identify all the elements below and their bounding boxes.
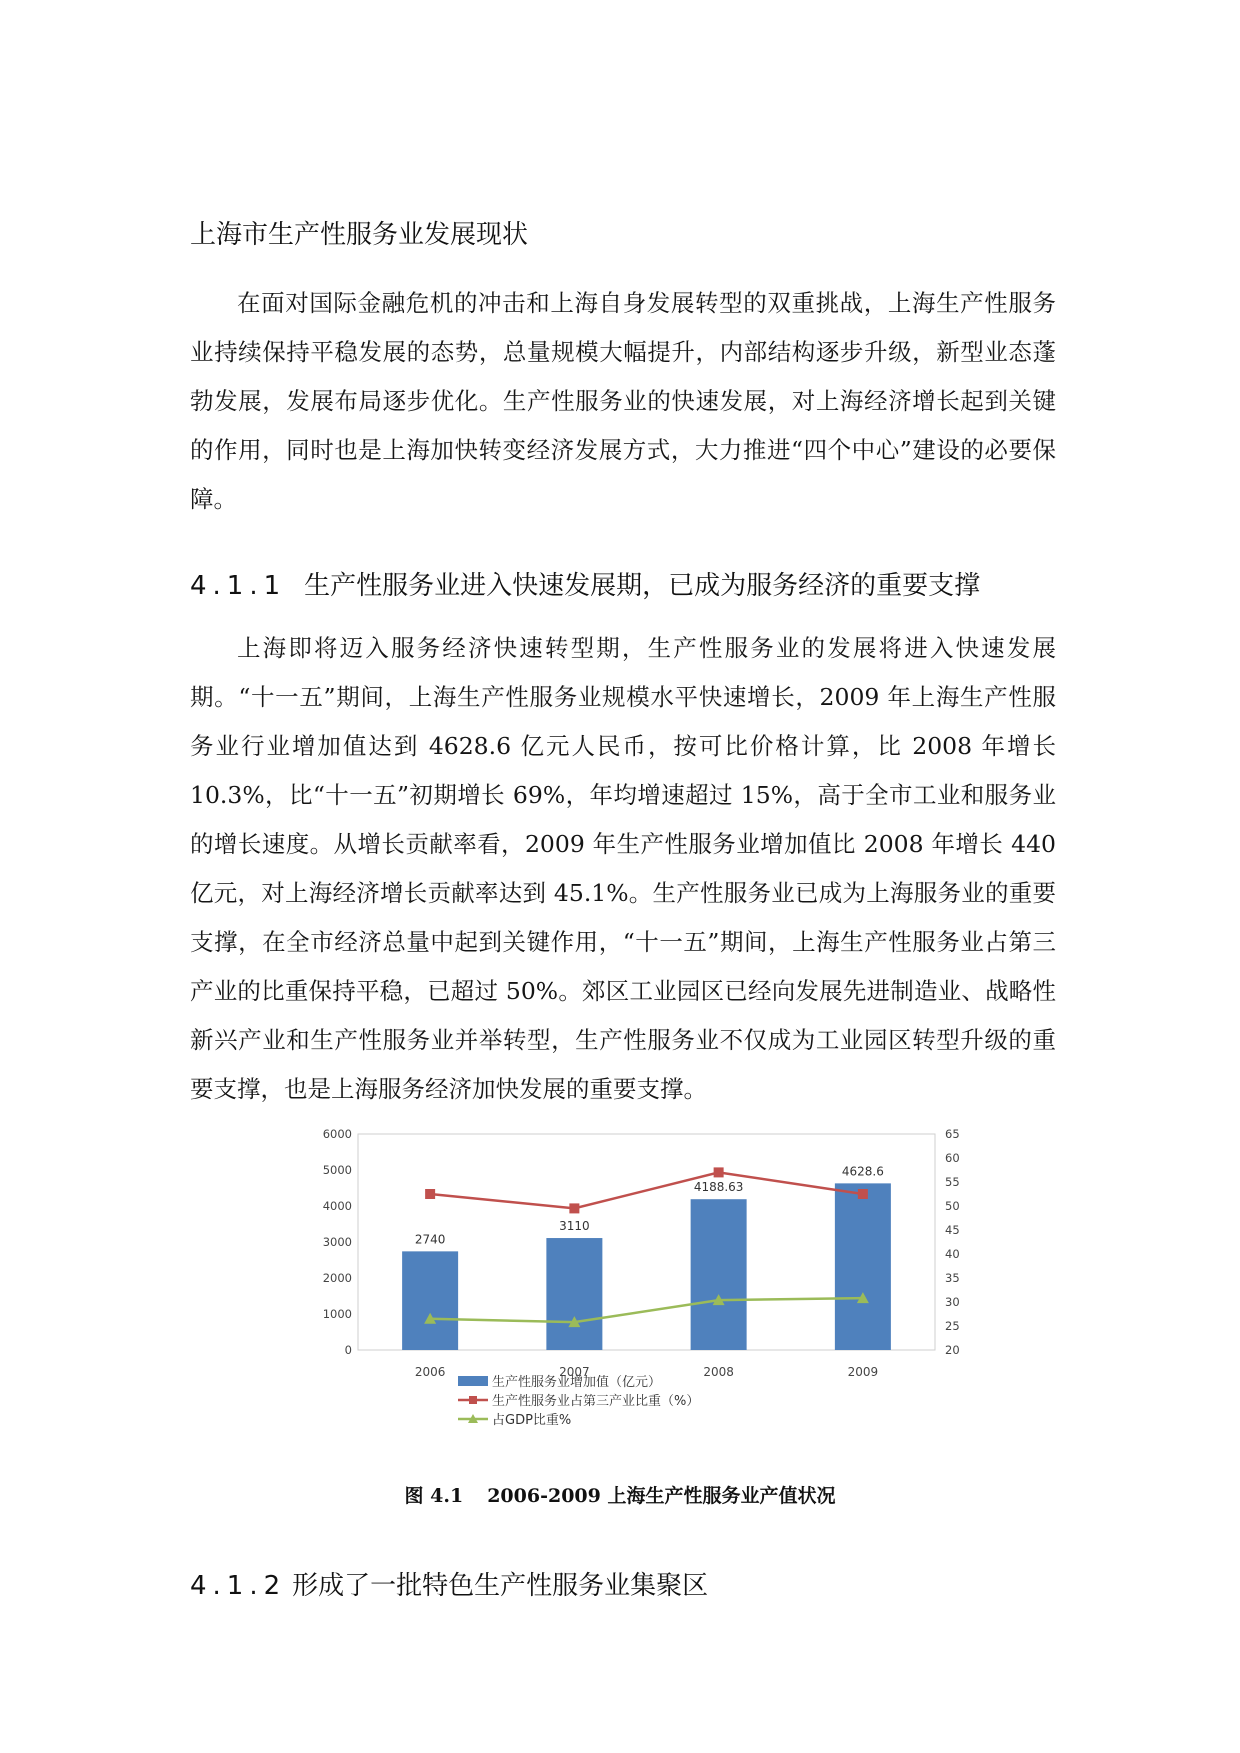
figure-label: 图 4.1 — [404, 1485, 464, 1507]
figure-caption-text: 2006-2009 上海生产性服务业产值状况 — [487, 1485, 836, 1507]
subsection-411-heading — [190, 565, 980, 602]
share-gdp-line — [430, 1298, 863, 1322]
right-axis-tick-label: 50 — [945, 1199, 960, 1213]
left-axis-tick-label: 5000 — [322, 1163, 352, 1177]
bar-data-label: 4188.63 — [693, 1180, 744, 1195]
bar-data-label: 4628.6 — [841, 1164, 884, 1179]
legend-label: 生产性服务业占第三产业比重（%） — [492, 1394, 700, 1409]
subsection-411-number: 4.1.1 — [190, 571, 287, 601]
bar — [546, 1238, 602, 1350]
x-axis-tick-label: 2009 — [847, 1365, 879, 1379]
subsection-412-title: 形成了一批特色生产性服务业集聚区 — [292, 1571, 709, 1601]
subsection-412-heading — [190, 1565, 708, 1602]
right-axis-tick-label: 65 — [945, 1127, 960, 1141]
x-axis-tick-label: 2008 — [703, 1365, 734, 1379]
subsection-411-paragraph: 上海即将迈入服务经济快速转型期，生产性服务业的发展将进入快速发展期。“十一五”期间，上海生产性服务业规模水平快速增长，2009 年上海生产性服务业行业增加值达到 4628.6 亿元人民币，按可比价格计算，比 2008 年增长 10.3%，比“十一五”初期增长 69%，年均增速超过 15%，高于全市工业和服务业的增长速度。从增长贡献率看，2009 年生产性服务业增加值比 2008 年增长 440 亿元，对上海经济增长贡献率达到 45.1%。生产性服务业已成为上海服务业的重要支撑，在全市经济总量中起到关键作用，“十一五”期间，上海生产性服务业占第三产业的比重保持平稳，已超过 50%。郊区工业园区已经向发展先进制造业、战略性新兴产业和生产性服务业并举转型，生产性服务业不仅成为工业园区转型升级的重要支撑，也是上海服务经济加快发展的重要支撑。 — [190, 634, 1056, 1103]
right-axis-tick-label: 25 — [945, 1319, 960, 1333]
line-marker-square — [858, 1189, 868, 1199]
left-axis-tick-label: 4000 — [322, 1199, 352, 1213]
figure-caption — [0, 1481, 1240, 1508]
line-marker-square — [425, 1189, 435, 1199]
bar-data-label: 3110 — [559, 1219, 590, 1234]
left-axis-tick-label: 3000 — [322, 1235, 352, 1249]
right-axis-tick-label: 35 — [945, 1271, 960, 1285]
left-axis-tick-label: 0 — [344, 1343, 352, 1357]
x-axis-tick-label: 2006 — [414, 1365, 446, 1379]
figure-chart — [318, 1122, 984, 1462]
bar — [402, 1251, 458, 1350]
intro-paragraph: 在面对国际金融危机的冲击和上海自身发展转型的双重挑战，上海生产性服务业持续保持平稳发展的态势，总量规模大幅提升，内部结构逐步升级，新型业态蓬勃发展，发展布局逐步优化。生产性服务业的快速发展，对上海经济增长起到关键的作用，同时也是上海加快转变经济发展方式，大力推进“四个中心”建设的必要保障。 — [190, 289, 1056, 513]
right-axis-tick-label: 30 — [945, 1295, 960, 1309]
section-title: 上海市生产性服务业发展现状 — [190, 220, 529, 250]
line-marker-square — [714, 1167, 724, 1177]
left-axis-tick-label: 1000 — [322, 1307, 352, 1321]
right-axis-tick-label: 60 — [945, 1151, 960, 1165]
bar-data-label: 2740 — [414, 1232, 446, 1247]
right-axis-tick-label: 20 — [945, 1343, 960, 1357]
bar — [835, 1183, 891, 1350]
subsection-411-title: 生产性服务业进入快速发展期，已成为服务经济的重要支撑 — [304, 571, 981, 601]
legend-label: 生产性服务业增加值（亿元） — [492, 1375, 662, 1390]
share-tertiary-line — [430, 1172, 863, 1208]
left-axis-tick-label: 2000 — [322, 1271, 352, 1285]
right-axis-tick-label: 55 — [945, 1175, 960, 1189]
right-axis-tick-label: 40 — [945, 1247, 960, 1261]
legend-marker-square — [469, 1396, 477, 1404]
left-axis-tick-label: 6000 — [322, 1127, 352, 1141]
bar — [691, 1199, 747, 1350]
right-axis-tick-label: 45 — [945, 1223, 960, 1237]
legend-label: 占GDP比重% — [492, 1413, 572, 1428]
subsection-412-number: 4.1.2 — [190, 1571, 287, 1601]
chart-svg — [318, 1122, 984, 1462]
line-marker-square — [569, 1203, 579, 1213]
x-axis-tick-label: 2007 — [559, 1365, 590, 1379]
legend-swatch-bar — [458, 1376, 488, 1386]
